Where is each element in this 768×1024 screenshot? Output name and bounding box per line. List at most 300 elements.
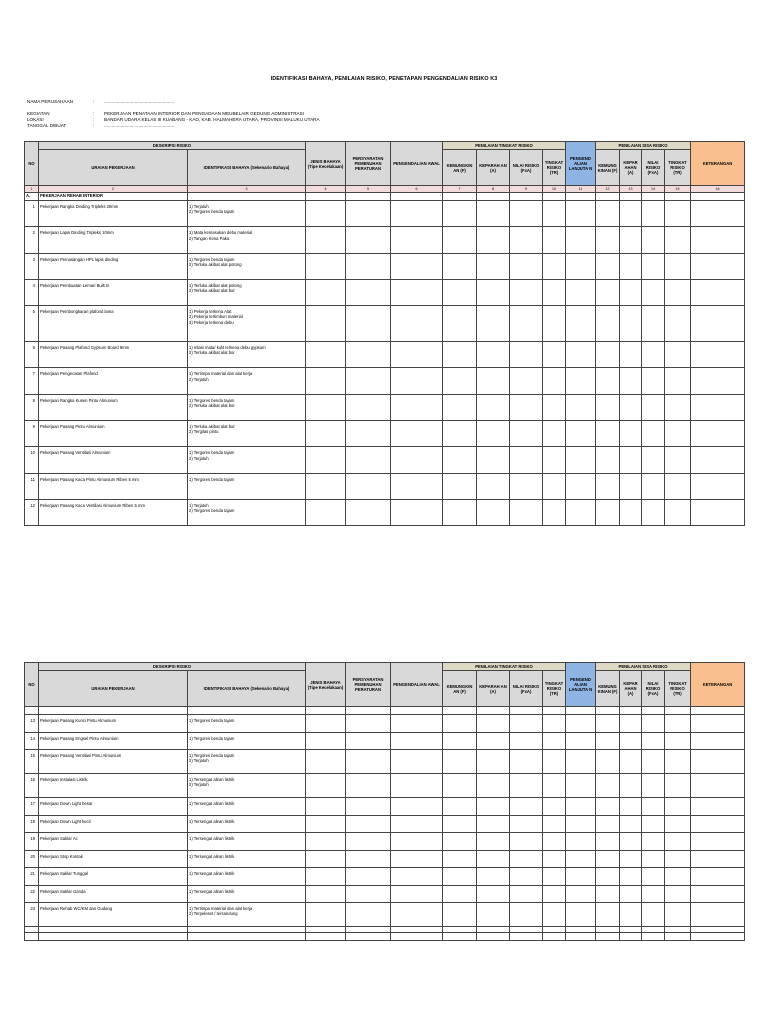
empty-cell (691, 850, 745, 868)
empty-cell (596, 868, 620, 886)
empty-cell (543, 368, 566, 394)
empty-cell (443, 421, 477, 447)
empty-cell (620, 201, 642, 227)
empty-cell (665, 227, 691, 253)
hazard-item: 1) Tergores benda tajam (189, 397, 235, 403)
hazard-item: 1) Tergores benda tajam (189, 753, 235, 758)
empty-cell (596, 368, 620, 394)
uraian-pekerjaan-cell: Pekerjaan Pasang Pintu Almunium (39, 421, 188, 447)
empty-cell (642, 394, 665, 420)
empty-cell (443, 815, 477, 833)
empty-cell (443, 227, 477, 253)
hazard-item: 1) Mata kemasukan debu material (189, 230, 253, 236)
empty-cell (510, 750, 543, 774)
column-number-row (25, 186, 745, 193)
empty-cell (665, 368, 691, 394)
header-kemungkinan-sisa: KEMUNG KINAN (F) (596, 150, 620, 186)
identifikasi-bahaya-cell (188, 715, 306, 733)
empty-cell (642, 732, 665, 750)
meta-location (27, 117, 320, 123)
meta-label: NAMA PERUSAHAAN (27, 99, 73, 104)
empty-cell (443, 868, 477, 886)
empty-cell (620, 473, 642, 499)
empty-cell (510, 421, 543, 447)
row-number: 9 (25, 421, 39, 447)
hazard-item: 2) Terjatuh (189, 758, 209, 764)
identifikasi-bahaya-cell (188, 499, 306, 525)
identifikasi-bahaya-cell (188, 833, 306, 851)
empty-cell (543, 885, 566, 903)
empty-cell (642, 447, 665, 473)
empty-cell (477, 447, 510, 473)
table-row (25, 473, 745, 499)
empty-cell (391, 815, 443, 833)
empty-cell (510, 715, 543, 733)
section-name: PEKERJAAN REHAB INTERIOR (39, 193, 188, 201)
identifikasi-bahaya-cell (188, 815, 306, 833)
row-number: 3 (25, 253, 39, 279)
empty-cell (691, 885, 745, 903)
header-keparahan: KEPARAH AN (A) (477, 150, 510, 186)
empty-cell (306, 732, 346, 750)
empty-cell (620, 750, 642, 774)
empty-cell (665, 798, 691, 816)
meta-value: ....................................................... (104, 99, 175, 104)
empty-cell (306, 253, 346, 279)
empty-cell (566, 798, 596, 816)
empty-cell (543, 715, 566, 733)
identifikasi-bahaya-cell (188, 394, 306, 420)
header-keparahan-sisa: KEPAR AHAN (A) (620, 150, 642, 186)
identifikasi-bahaya-cell (188, 447, 306, 473)
section-row (25, 193, 745, 201)
empty-cell (596, 815, 620, 833)
header-tingkat-risiko: TINGKAT RISIKO (TR) (543, 150, 566, 186)
table-row (25, 279, 745, 305)
row-number: 11 (25, 473, 39, 499)
header-keparahan: KEPARAH AN (A) (477, 671, 510, 707)
empty-cell (346, 798, 391, 816)
header-jenis-bahaya: JENIS BAHAYA (Tipe Kecelakaan) (306, 142, 346, 186)
empty-cell (596, 306, 620, 342)
header-jenis-bahaya: JENIS BAHAYA (Tipe Kecelakaan) (306, 663, 346, 707)
row-number: 12 (25, 499, 39, 525)
empty-cell (596, 279, 620, 305)
row-number: 13 (25, 715, 39, 733)
empty-cell (665, 253, 691, 279)
empty-cell (510, 499, 543, 525)
empty-cell (665, 774, 691, 798)
empty-cell (543, 774, 566, 798)
empty-cell (477, 421, 510, 447)
header-identifikasi-bahaya: IDENTIFIKASI BAHAYA (Sekenario Bahaya) (188, 671, 306, 707)
meta-sep: : (93, 123, 95, 128)
empty-cell (543, 447, 566, 473)
empty-cell (642, 279, 665, 305)
meta-sep: : (93, 117, 95, 122)
blank-row (25, 933, 745, 941)
empty-cell (346, 201, 391, 227)
empty-cell (642, 903, 665, 927)
meta-company (27, 99, 174, 105)
empty-cell (443, 732, 477, 750)
empty-cell (510, 368, 543, 394)
empty-cell (596, 715, 620, 733)
empty-cell (510, 227, 543, 253)
empty-cell (306, 903, 346, 927)
uraian-pekerjaan-cell: Pekerjaan Pasang Kunci Pintu Almunium (39, 715, 188, 733)
empty-cell (477, 750, 510, 774)
empty-cell (543, 421, 566, 447)
hazard-item: 2) Tergores benda tajam (189, 209, 235, 215)
empty-cell (691, 368, 745, 394)
empty-cell (306, 750, 346, 774)
row-number: 17 (25, 798, 39, 816)
empty-cell (665, 715, 691, 733)
empty-cell (543, 227, 566, 253)
empty-cell (665, 868, 691, 886)
empty-cell (306, 306, 346, 342)
empty-cell (346, 253, 391, 279)
column-number: 13 (620, 186, 642, 193)
empty-cell (543, 279, 566, 305)
header-identifikasi-bahaya: IDENTIFIKASI BAHAYA (Sekenario Bahaya) (188, 150, 306, 186)
empty-cell (642, 815, 665, 833)
column-number: 3 (188, 186, 306, 193)
empty-cell (566, 447, 596, 473)
row-number: 4 (25, 279, 39, 305)
empty-cell (477, 885, 510, 903)
hazard-item: 2) Terluka akibat alat bor (189, 288, 235, 294)
empty-cell (566, 279, 596, 305)
header-penilaian-tingkat-risiko: PENILAIAN TINGKAT RISIKO (443, 663, 566, 671)
uraian-pekerjaan-cell: Pekerjaan Pasang Engsel Pintu Almunium (39, 732, 188, 750)
empty-cell (306, 201, 346, 227)
meta-value: BANDAR UDARA KELAS III KUABANG - KAO, KAB. HALMAHERA UTARA, PROVINSI MALUKU UTARA (104, 117, 320, 122)
hazard-item: 1) Pekerja terkena Alat (189, 309, 232, 315)
empty-cell (306, 833, 346, 851)
empty-cell (477, 903, 510, 927)
empty-cell (477, 499, 510, 525)
empty-cell (691, 201, 745, 227)
empty-cell (543, 342, 566, 368)
hazard-item: 2) Terpeleset / tersandung (189, 911, 238, 917)
header-pengendalian-awal: PENGENDALIAN AWAL (391, 663, 443, 707)
empty-cell (665, 394, 691, 420)
empty-cell (443, 833, 477, 851)
empty-cell (596, 750, 620, 774)
hazard-item: 3) Pekerja terkena debu (189, 319, 234, 325)
empty-cell (510, 833, 543, 851)
empty-cell (510, 201, 543, 227)
empty-cell (543, 253, 566, 279)
empty-cell (391, 732, 443, 750)
empty-cell (620, 368, 642, 394)
header-persyaratan: PERSYARATAN PEMENUHAN PERATURAN (346, 663, 391, 707)
column-number: 14 (642, 186, 665, 193)
empty-cell (477, 850, 510, 868)
empty-cell (665, 903, 691, 927)
uraian-pekerjaan-cell: Pekerjaan Instalasi Listrik (39, 774, 188, 798)
uraian-pekerjaan-cell: Pekerjaan Pemasangan HPL lapis dinding (39, 253, 188, 279)
identifikasi-bahaya-cell (188, 201, 306, 227)
row-number: 18 (25, 815, 39, 833)
meta-sep: : (93, 111, 95, 116)
empty-cell (596, 447, 620, 473)
empty-cell (691, 342, 745, 368)
empty-cell (443, 253, 477, 279)
hazard-item: 1) Terjatuh (189, 502, 209, 508)
hazard-item: 2) Tangan Kena Paku (189, 235, 230, 241)
empty-cell (642, 201, 665, 227)
empty-cell (443, 750, 477, 774)
header-uraian-pekerjaan: URAIAN PEKERJAAN (39, 671, 188, 707)
empty-cell (443, 342, 477, 368)
header-keterangan: KETERANGAN (691, 142, 745, 186)
uraian-pekerjaan-cell: Pekerjaan Saklar Ganda (39, 885, 188, 903)
identifikasi-bahaya-cell (188, 903, 306, 927)
row-number: 21 (25, 868, 39, 886)
empty-cell (346, 499, 391, 525)
table-row (25, 499, 745, 525)
empty-cell (543, 833, 566, 851)
empty-cell (691, 798, 745, 816)
empty-cell (543, 750, 566, 774)
hazard-item: 1) Tersengat aliran listrik (189, 777, 235, 782)
identifikasi-bahaya-cell (188, 798, 306, 816)
empty-cell (346, 279, 391, 305)
empty-cell (443, 798, 477, 816)
empty-cell (596, 850, 620, 868)
table-row (25, 798, 745, 816)
empty-cell (620, 447, 642, 473)
table-row (25, 306, 745, 342)
hazard-item: 2) Tergores benda tajam (189, 508, 235, 514)
empty-cell (566, 903, 596, 927)
empty-cell (642, 750, 665, 774)
uraian-pekerjaan-cell: Pekerjaan Down Light besar (39, 798, 188, 816)
hazard-item: 1) Tersengat aliran listrik (189, 853, 235, 859)
empty-cell (346, 750, 391, 774)
row-number: 10 (25, 447, 39, 473)
identifikasi-bahaya-cell (188, 227, 306, 253)
empty-cell (477, 253, 510, 279)
empty-cell (391, 342, 443, 368)
header-deskripsi-risiko: DESKRIPSI RISIKO (39, 142, 306, 150)
empty-cell (665, 885, 691, 903)
empty-cell (543, 306, 566, 342)
header-pengendalian-awal: PENGENDALIAN AWAL (391, 142, 443, 186)
empty-cell (306, 850, 346, 868)
empty-cell (620, 850, 642, 868)
header-nilai-risiko-sisa: NILAI RISIKO (FxA) (642, 150, 665, 186)
identifikasi-bahaya-cell (188, 279, 306, 305)
meta-activity (27, 111, 304, 117)
empty-cell (443, 885, 477, 903)
empty-cell (346, 306, 391, 342)
empty-cell (510, 394, 543, 420)
empty-cell (566, 868, 596, 886)
table-row (25, 850, 745, 868)
empty-cell (665, 850, 691, 868)
empty-cell (642, 715, 665, 733)
uraian-pekerjaan-cell: Pekerjaan Rangka Dinding Tripleks 20mm (39, 201, 188, 227)
uraian-pekerjaan-cell: Pekerjaan Saklar Tunggal (39, 868, 188, 886)
empty-cell (346, 715, 391, 733)
empty-cell (665, 342, 691, 368)
empty-cell (596, 253, 620, 279)
empty-cell (346, 421, 391, 447)
empty-cell (620, 306, 642, 342)
empty-cell (346, 394, 391, 420)
uraian-pekerjaan-cell: Pekerjaan Rangka Kusen Pintu Almunium (39, 394, 188, 420)
column-number: 8 (477, 186, 510, 193)
empty-cell (477, 774, 510, 798)
uraian-pekerjaan-cell: Pekerjaan Saklar Ac (39, 833, 188, 851)
empty-cell (306, 368, 346, 394)
empty-cell (443, 715, 477, 733)
section-mark: - (391, 193, 443, 201)
empty-cell (691, 421, 745, 447)
empty-cell (391, 279, 443, 305)
uraian-pekerjaan-cell: Pekerjaan Lapis Dinding Tripleks 10mm (39, 227, 188, 253)
uraian-pekerjaan-cell: Pekerjaan Rehab WC/KM dan Gudang (39, 903, 188, 927)
empty-cell (691, 499, 745, 525)
empty-cell (543, 903, 566, 927)
empty-cell (391, 715, 443, 733)
uraian-pekerjaan-cell: Pekerjaan Pasang Ventilasi Almunium (39, 447, 188, 473)
empty-cell (510, 850, 543, 868)
empty-cell (691, 279, 745, 305)
hazard-item: 2) Pekerja tertimbun material (189, 314, 243, 320)
empty-cell (306, 868, 346, 886)
hazard-item: 1) Tertimpa material dan alat kerja (189, 371, 253, 377)
empty-cell (620, 885, 642, 903)
empty-cell (642, 850, 665, 868)
identifikasi-bahaya-cell (188, 306, 306, 342)
empty-cell (596, 227, 620, 253)
meta-value: ....................................................... (104, 123, 175, 128)
empty-cell (665, 833, 691, 851)
empty-cell (543, 394, 566, 420)
header-penilaian-sisa-risiko: PENILAIAN SISA RISIKO (596, 663, 691, 671)
empty-cell (306, 227, 346, 253)
empty-cell (443, 850, 477, 868)
uraian-pekerjaan-cell: Pekerjaan Pasang Kaca Pintu Almunium Riben 5 mm (39, 473, 188, 499)
table-row (25, 421, 745, 447)
empty-cell (620, 798, 642, 816)
empty-cell (620, 253, 642, 279)
empty-cell (566, 306, 596, 342)
column-number: 15 (665, 186, 691, 193)
empty-cell (477, 833, 510, 851)
empty-cell (346, 833, 391, 851)
empty-cell (391, 368, 443, 394)
identifikasi-bahaya-cell (188, 342, 306, 368)
table-row (25, 227, 745, 253)
empty-cell (691, 447, 745, 473)
empty-cell (477, 815, 510, 833)
empty-cell (596, 473, 620, 499)
empty-cell (642, 868, 665, 886)
empty-cell (306, 499, 346, 525)
meta-label: KEGIATAN (27, 111, 50, 116)
table-row (25, 833, 745, 851)
hazard-item: 1) Tersengat aliran listrik (189, 818, 235, 824)
empty-cell (306, 885, 346, 903)
table-row (25, 253, 745, 279)
empty-cell (346, 473, 391, 499)
row-number: 16 (25, 774, 39, 798)
column-number: 5 (346, 186, 391, 193)
empty-cell (543, 868, 566, 886)
empty-cell (691, 868, 745, 886)
empty-cell (665, 750, 691, 774)
empty-cell (391, 447, 443, 473)
empty-cell (566, 394, 596, 420)
identifikasi-bahaya-cell (188, 868, 306, 886)
hazard-item: 2) Terluka akibat alat bor (189, 350, 235, 356)
empty-cell (665, 499, 691, 525)
empty-cell (543, 850, 566, 868)
table-row (25, 394, 745, 420)
column-number: 6 (391, 186, 443, 193)
header-deskripsi-risiko: DESKRIPSI RISIKO (39, 663, 306, 671)
empty-cell (391, 798, 443, 816)
empty-cell (691, 394, 745, 420)
hazard-item: 1) Tersengat aliran listrik (189, 871, 235, 876)
empty-cell (306, 342, 346, 368)
table-row (25, 903, 745, 927)
empty-cell (566, 499, 596, 525)
empty-cell (691, 227, 745, 253)
column-number: 2 (39, 186, 188, 193)
column-number: 10 (543, 186, 566, 193)
empty-cell (642, 833, 665, 851)
empty-cell (665, 306, 691, 342)
spacer-row (25, 707, 745, 715)
empty-cell (543, 798, 566, 816)
table-row (25, 885, 745, 903)
empty-cell (620, 342, 642, 368)
risk-table-page-2 (24, 662, 745, 941)
empty-cell (443, 368, 477, 394)
empty-cell (477, 342, 510, 368)
hazard-item: 1) Tergores benda tajam (189, 450, 235, 456)
empty-cell (566, 815, 596, 833)
row-number: 20 (25, 850, 39, 868)
empty-cell (620, 279, 642, 305)
column-number: 12 (596, 186, 620, 193)
header-penilaian-tingkat-risiko: PENILAIAN TINGKAT RISIKO (443, 142, 566, 150)
header-penilaian-sisa-risiko: PENILAIAN SISA RISIKO (596, 142, 691, 150)
empty-cell (306, 815, 346, 833)
empty-cell (691, 253, 745, 279)
empty-cell (510, 732, 543, 750)
empty-cell (346, 227, 391, 253)
empty-cell (620, 227, 642, 253)
identifikasi-bahaya-cell (188, 473, 306, 499)
empty-cell (477, 368, 510, 394)
empty-cell (477, 732, 510, 750)
empty-cell (642, 342, 665, 368)
empty-cell (566, 368, 596, 394)
header-tingkat-risiko: TINGKAT RISIKO (TR) (543, 671, 566, 707)
hazard-item: 1) Tergores benda tajam (189, 256, 235, 262)
row-number: 6 (25, 342, 39, 368)
empty-cell (620, 732, 642, 750)
empty-cell (566, 342, 596, 368)
